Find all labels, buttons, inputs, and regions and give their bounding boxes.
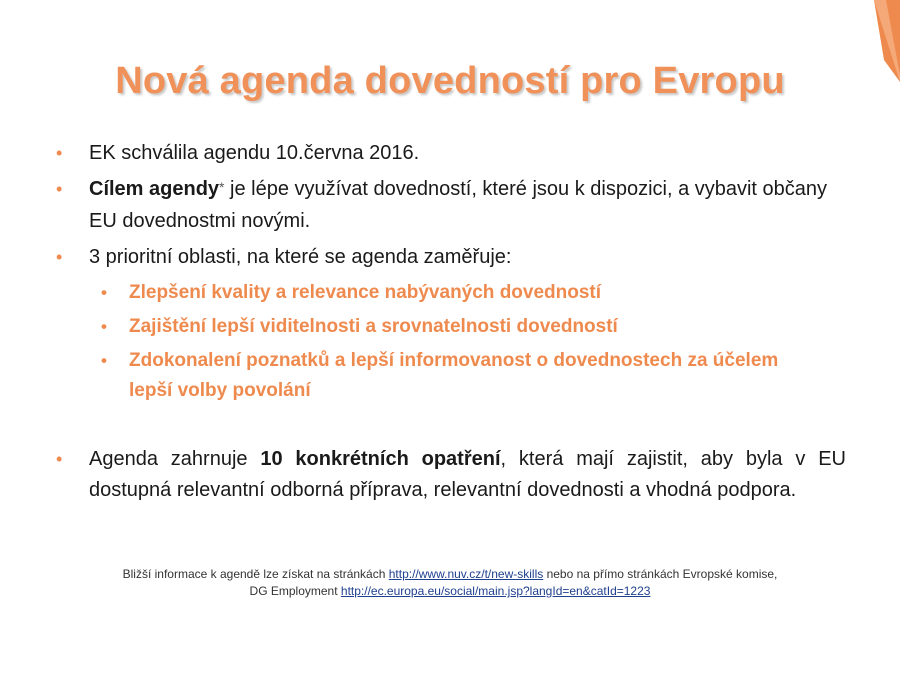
bullet-measures-bold: 10 konkrétních opatření [260,448,501,470]
bullet-dot: • [56,143,63,163]
bullet-approval [56,138,846,169]
priority-2-text: Zajištění lepší viditelnosti a srovnatelnosti dovedností [129,316,618,337]
bullet-dot: • [56,449,63,469]
sub-bullet-dot: • [101,351,107,370]
sub-bullet-dot: • [101,283,107,302]
bullet-measures [56,444,846,506]
bullet-dot: • [56,247,63,267]
sub-bullet-priority-3 [56,346,779,406]
bullet-priority-areas [56,242,846,273]
bullet-goal-text: je lépe využívat dovedností, které jsou k dispozici, a vybavit občany EU dovednostmi novými. [89,178,828,232]
footer-line2-pre: DG Employment [249,584,341,598]
bullet-goal [56,174,846,237]
ec-europa-link[interactable]: http://ec.europa.eu/social/main.jsp?langId=en&catId=1223 [340,584,651,598]
slide-content [56,138,846,511]
nuv-link[interactable]: http://www.nuv.cz/t/new-skills [388,567,544,581]
bullet-dot: • [56,179,63,199]
bullet-goal-bold: Cílem agendy [89,178,220,200]
priority-3-text: Zdokonalení poznatků a lepší informovanost o dovednostech za účelem lepší volby povolání [129,350,779,401]
footnote-asterisk: * [219,179,225,195]
priority-1-text: Zlepšení kvality a relevance nabývaných dovedností [129,282,602,303]
sub-bullet-priority-1 [56,278,846,308]
footer-note [0,566,900,600]
bullet-priority-areas-text: 3 prioritní oblasti, na které se agenda zaměřuje: [89,246,512,268]
footer-line-2 [0,583,900,600]
footer-line1-post: nebo na přímo stránkách Evropské komise, [543,567,778,581]
footer-line1-pre: Bližší informace k agendě lze získat na stránkách [122,567,389,581]
sub-bullet-priority-2 [56,312,846,342]
bullet-approval-text: EK schválila agendu 10.června 2016. [89,142,420,164]
slide-title: Nová agenda dovedností pro Evropu [115,60,785,102]
sub-bullet-dot: • [101,317,107,336]
bullet-measures-post: , která mají zajistit, aby byla v EU dostupná relevantní odborná příprava, relevantní dovednosti a vhodná podpora. [89,448,846,501]
spacer [56,410,846,444]
footer-line-1 [0,566,900,583]
bullet-measures-pre: Agenda zahrnuje [89,448,261,470]
